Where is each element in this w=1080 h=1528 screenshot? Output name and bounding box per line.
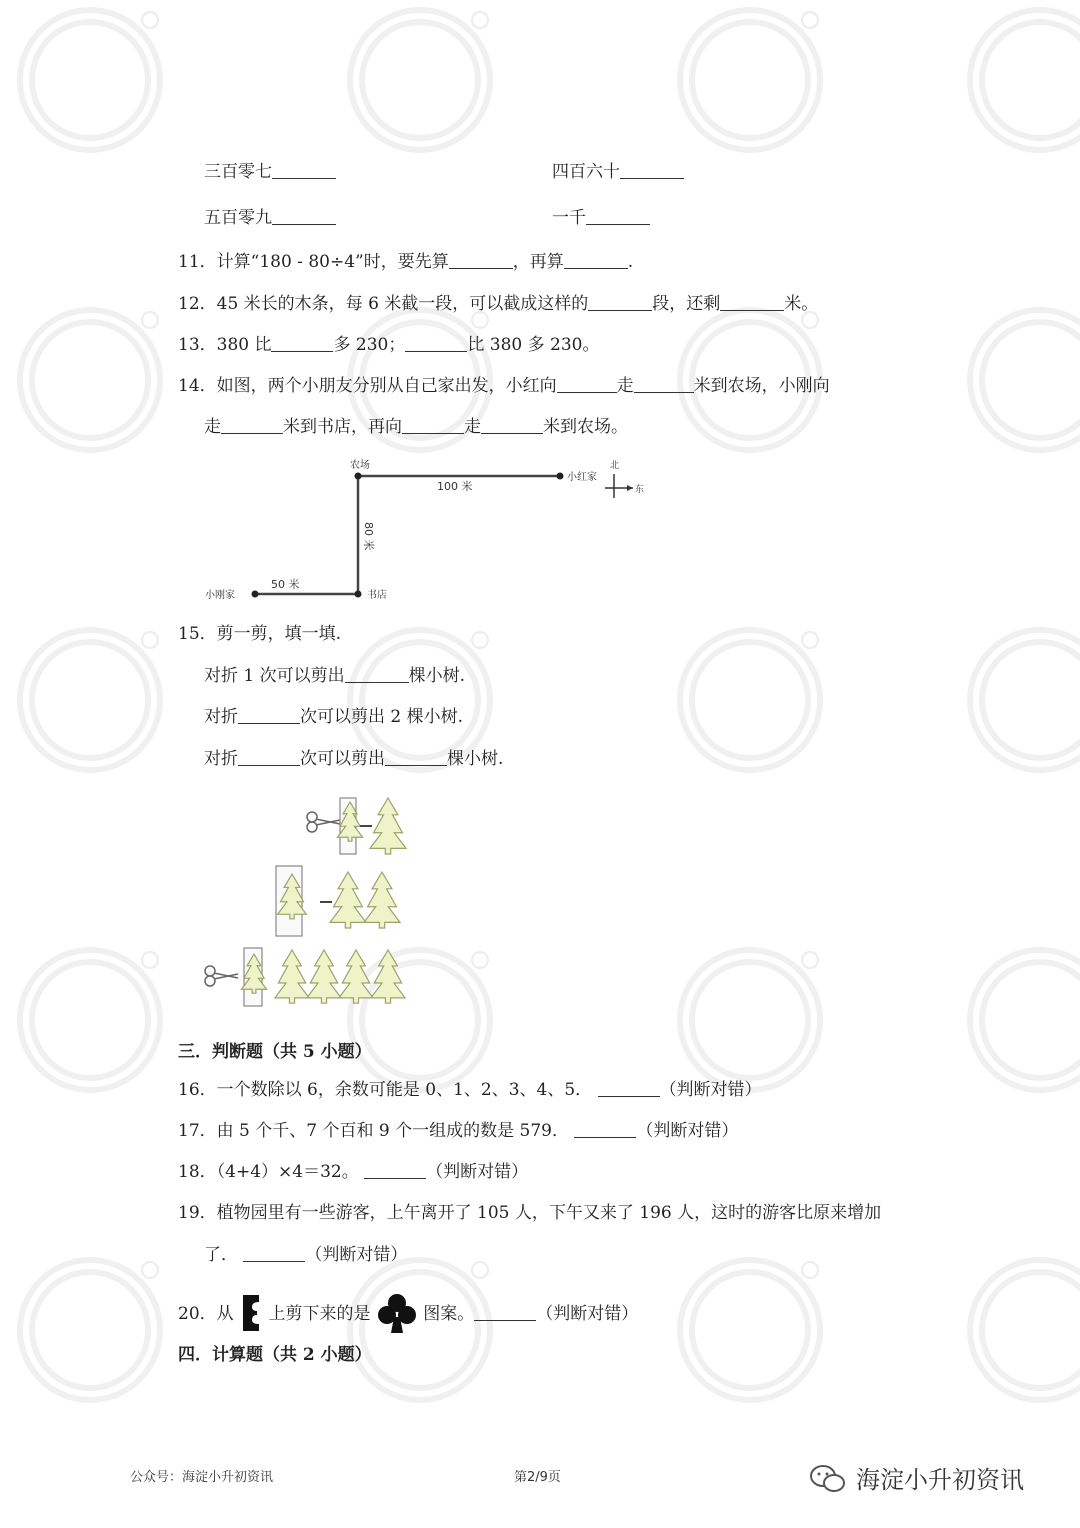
question-20: 20．从 上剪下来的是 图案。 （判断对错）	[178, 1291, 638, 1335]
section-4-heading: 四．计算题（共 2 小题）	[178, 1345, 372, 1365]
footer-account: 公众号：海淀小升初资讯	[130, 1470, 274, 1485]
watermark-ring	[20, 310, 160, 450]
distance-100-label: 100 米	[437, 480, 473, 493]
question-15-row-1: 对折 1 次可以剪出 棵小树.	[204, 666, 466, 686]
question-14-line-1: 14．如图，两个小朋友分别从自己家出发，小红向 走 米到农场，小刚向	[178, 376, 830, 396]
distance-50-label: 50 米	[271, 578, 300, 591]
question-15-title: 15．剪一剪，填一填.	[178, 624, 342, 644]
watermark-ring	[680, 10, 820, 150]
farm-label: 农场	[350, 460, 370, 471]
scissors-icon	[205, 976, 215, 986]
answer-blank[interactable]	[474, 1302, 536, 1321]
footer-brand: 海淀小升初资讯	[856, 1466, 1024, 1494]
watermark-ring	[20, 630, 160, 770]
section-3-heading: 三．判断题（共 5 小题）	[178, 1042, 372, 1062]
bookstore-dot	[355, 591, 362, 598]
question-19-line-1: 19．植物园里有一些游客，上午离开了 105 人，下午又来了 196 人，这时的游客比原来增加	[178, 1203, 882, 1223]
answer-blank[interactable]	[221, 415, 283, 434]
folded-paper-cut-icon	[239, 1293, 263, 1333]
watermark-ring	[970, 310, 1080, 450]
question-12: 12．45 米长的木条，每 6 米截一段，可以截成这样的 段，还剩 米。	[178, 294, 819, 314]
watermark-ring	[20, 1260, 160, 1400]
tree-cutting-illustration	[200, 790, 420, 1015]
answer-blank[interactable]	[272, 206, 336, 225]
question-14-line-2: 走 米到书店，再向 走 米到农场。	[204, 417, 628, 437]
question-18: 18．（4+4）×4＝32。 （判断对错）	[178, 1162, 529, 1182]
route-map-diagram	[195, 452, 655, 612]
xiaohong-home-dot	[557, 473, 564, 480]
xiaohong-label: 小红家	[567, 472, 597, 483]
answer-blank[interactable]	[588, 292, 652, 311]
watermark-ring	[970, 950, 1080, 1090]
watermark-ring	[970, 630, 1080, 770]
answer-blank[interactable]	[620, 160, 684, 179]
question-15-row-2: 对折 次可以剪出 2 棵小树.	[204, 707, 464, 727]
watermark-ring	[680, 630, 820, 770]
answer-blank[interactable]	[272, 160, 336, 179]
clover-pattern-icon	[376, 1291, 418, 1335]
answer-blank[interactable]	[238, 747, 300, 766]
q10-item-d: 一千	[552, 206, 650, 230]
tree-shape	[371, 950, 405, 1003]
watermark-ring	[970, 10, 1080, 150]
q10-item-a: 三百零七	[204, 160, 336, 184]
tree-shape	[275, 950, 309, 1003]
watermark-ring	[680, 950, 820, 1090]
watermark-ring	[970, 1260, 1080, 1400]
distance-80-label: 80 米	[362, 522, 375, 551]
tree-shape	[330, 872, 366, 928]
wechat-icon	[808, 1462, 848, 1496]
tree-shape	[364, 872, 400, 928]
answer-blank[interactable]	[557, 374, 617, 393]
compass-icon	[605, 459, 644, 498]
answer-blank[interactable]	[598, 1078, 660, 1097]
answer-blank[interactable]	[345, 664, 409, 683]
answer-blank[interactable]	[564, 250, 628, 269]
scissors-icon	[307, 822, 317, 832]
answer-blank[interactable]	[634, 374, 694, 393]
answer-blank[interactable]	[574, 1119, 636, 1138]
question-13: 13．380 比 多 230； 比 380 多 230。	[178, 335, 600, 355]
question-15-row-3: 对折 次可以剪出 棵小树.	[204, 749, 504, 769]
question-17: 17．由 5 个千、7 个百和 9 个一组成的数是 579． （判断对错）	[178, 1121, 739, 1141]
tree-shape	[339, 950, 373, 1003]
farm-dot	[355, 473, 362, 480]
xiaogang-home-dot	[252, 591, 259, 598]
answer-blank[interactable]	[364, 1160, 426, 1179]
scissors-icon	[307, 812, 317, 822]
answer-blank[interactable]	[405, 333, 467, 352]
tree-shape	[370, 798, 406, 854]
tree-shape	[307, 950, 341, 1003]
answer-blank[interactable]	[271, 333, 333, 352]
answer-blank[interactable]	[449, 250, 513, 269]
watermark-ring	[20, 10, 160, 150]
watermark-ring	[20, 950, 160, 1090]
watermark-ring	[680, 1260, 820, 1400]
answer-blank[interactable]	[586, 206, 650, 225]
page-number: 第2/9页	[514, 1470, 561, 1485]
watermark-ring	[350, 10, 490, 150]
answer-blank[interactable]	[243, 1243, 305, 1262]
answer-blank[interactable]	[402, 415, 464, 434]
compass-north-label: 北	[610, 461, 620, 471]
q10-item-b: 四百六十	[552, 160, 684, 184]
answer-blank[interactable]	[385, 747, 447, 766]
xiaogang-label: 小刚家	[205, 590, 235, 601]
question-16: 16．一个数除以 6，余数可能是 0、1、2、3、4、5． （判断对错）	[178, 1080, 762, 1100]
q10-item-c: 五百零九	[204, 206, 336, 230]
route-path	[255, 476, 560, 594]
bookstore-label: 书店	[367, 590, 387, 601]
answer-blank[interactable]	[481, 415, 543, 434]
answer-blank[interactable]	[720, 292, 784, 311]
question-19-line-2: 了． （判断对错）	[204, 1245, 408, 1265]
question-11: 11．计算“180 - 80÷4”时，要先算 ，再算 .	[178, 252, 634, 272]
scissors-icon	[205, 966, 215, 976]
compass-east-label: 东	[635, 485, 645, 495]
answer-blank[interactable]	[238, 705, 300, 724]
